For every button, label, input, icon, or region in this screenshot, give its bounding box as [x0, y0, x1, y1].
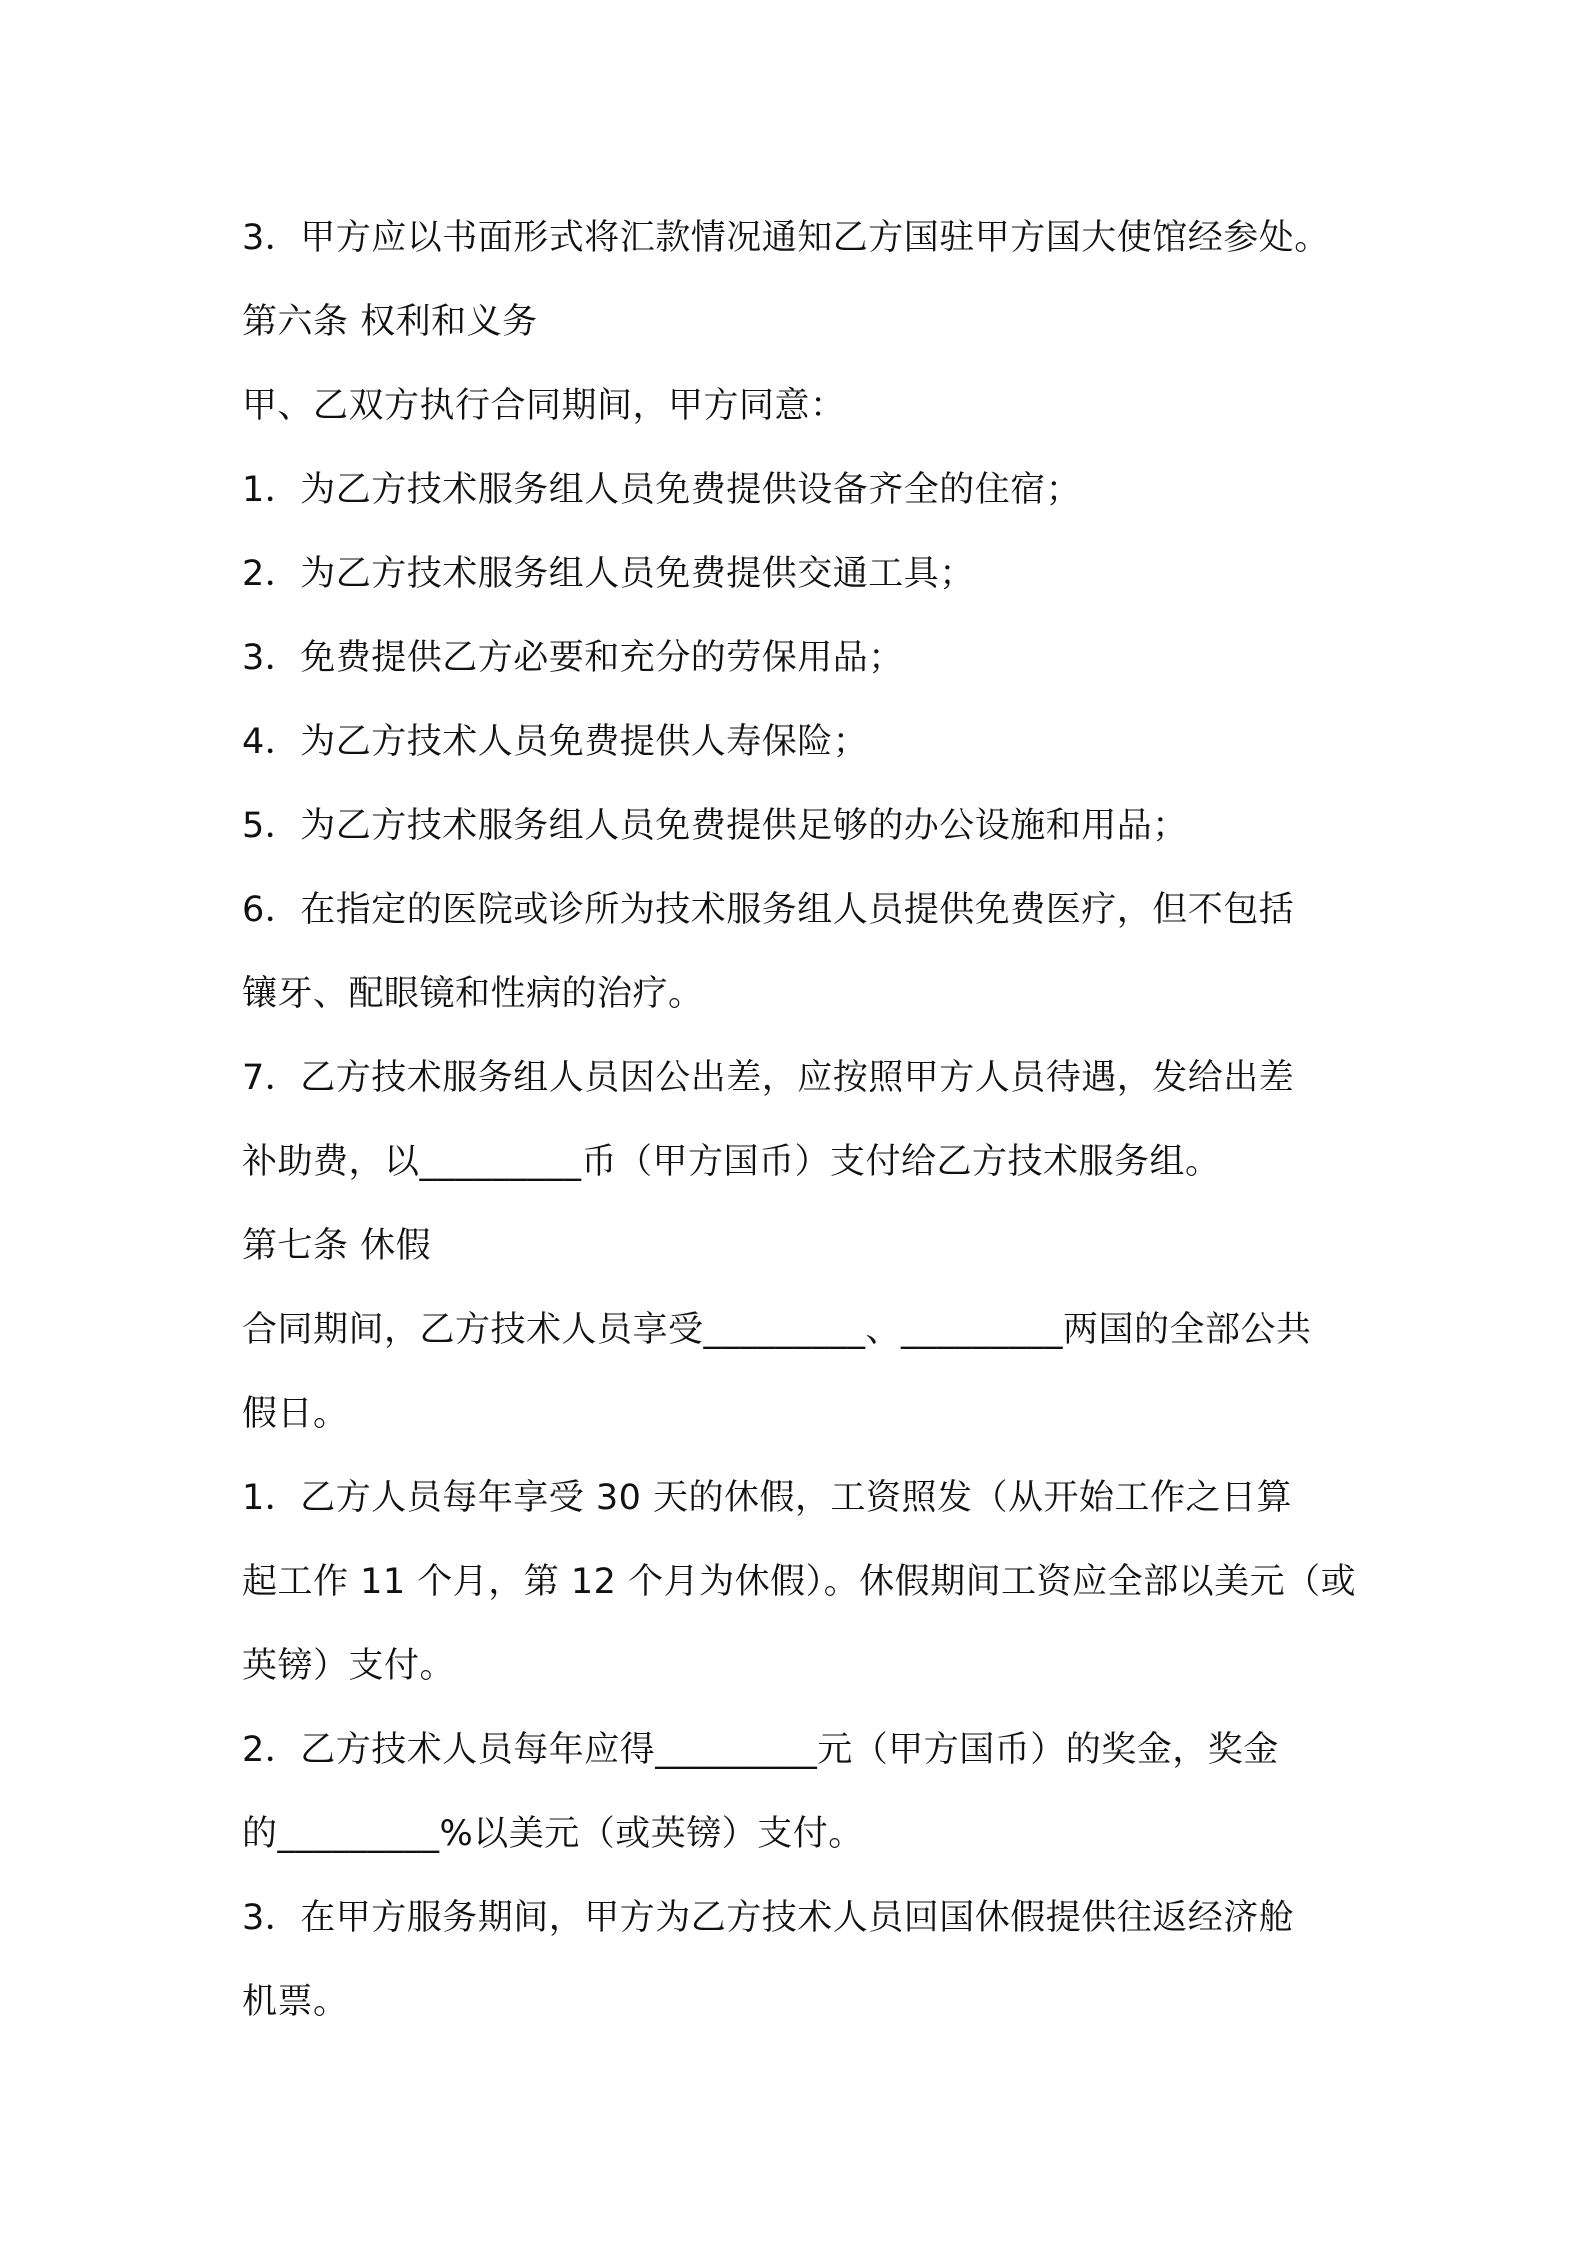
- section-heading-article-7: 第七条 休假: [242, 1226, 432, 1266]
- section-heading-article-6: 第六条 权利和义务: [242, 302, 538, 342]
- text-line: 7．乙方技术服务组人员因公出差，应按照甲方人员待遇，发给出差: [242, 1058, 1295, 1098]
- text-line: 3．在甲方服务期间，甲方为乙方技术人员回国休假提供往返经济舱: [242, 1898, 1295, 1938]
- text-line: 的_________%以美元（或英镑）支付。: [242, 1814, 864, 1854]
- text-line: 镶牙、配眼镜和性病的治疗。: [242, 974, 704, 1014]
- text-line: 补助费，以_________币（甲方国币）支付给乙方技术服务组。: [242, 1142, 1221, 1182]
- text-line: 2．为乙方技术服务组人员免费提供交通工具；: [242, 554, 975, 594]
- text-line: 1．为乙方技术服务组人员免费提供设备齐全的住宿；: [242, 470, 1082, 510]
- text-line: 甲、乙双方执行合同期间，甲方同意：: [242, 386, 846, 426]
- document-body: [242, 196, 1372, 2044]
- text-line: 机票。: [242, 1982, 349, 2022]
- text-line: 英镑）支付。: [242, 1646, 456, 1686]
- text-line: 4．为乙方技术人员免费提供人寿保险；: [242, 722, 869, 762]
- text-line: 合同期间，乙方技术人员享受_________、_________两国的全部公共: [242, 1310, 1312, 1350]
- text-line: 假日。: [242, 1394, 349, 1434]
- text-line: 1．乙方人员每年享受 30 天的休假，工资照发（从开始工作之日算: [242, 1478, 1293, 1518]
- text-line: 2．乙方技术人员每年应得_________元（甲方国币）的奖金，奖金: [242, 1730, 1279, 1770]
- text-line: 3．免费提供乙方必要和充分的劳保用品；: [242, 638, 904, 678]
- text-line: 3．甲方应以书面形式将汇款情况通知乙方国驻甲方国大使馆经参处。: [242, 218, 1330, 258]
- text-line: 5．为乙方技术服务组人员免费提供足够的办公设施和用品；: [242, 806, 1188, 846]
- text-line: 起工作 11 个月，第 12 个月为休假）。休假期间工资应全部以美元（或: [242, 1562, 1357, 1602]
- text-line: 6．在指定的医院或诊所为技术服务组人员提供免费医疗，但不包括: [242, 890, 1295, 930]
